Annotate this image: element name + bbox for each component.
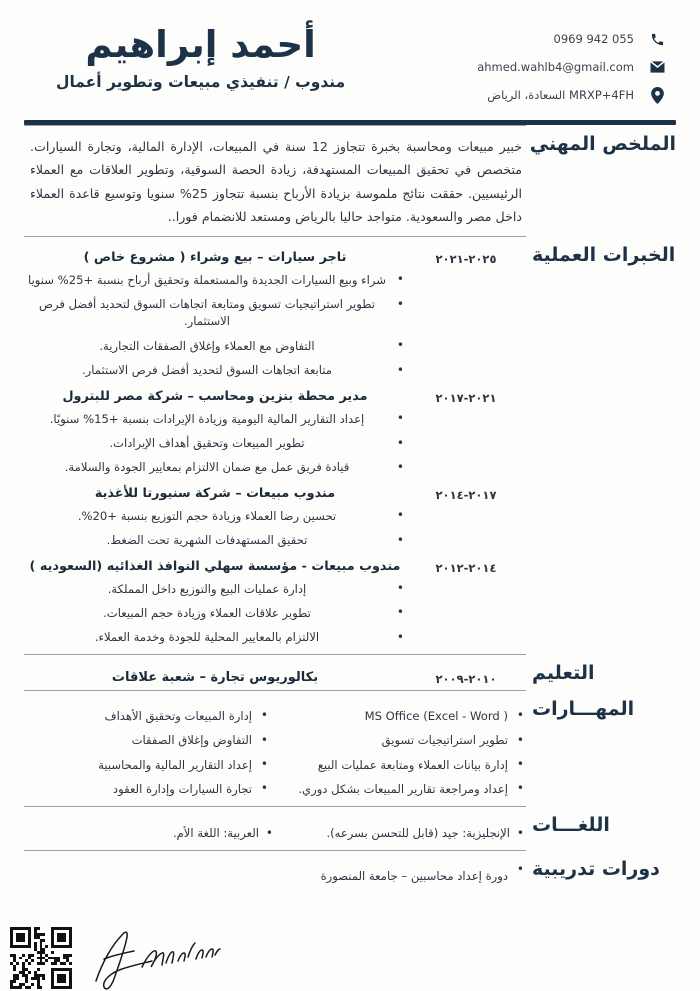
- list-item: • الالتزام بالمعايير المحلية للجودة وخدمة العملاء.: [24, 626, 406, 650]
- job-entry: [24, 389, 526, 480]
- list-item: • تطوير المبيعات وتحقيق أهداف الإيرادات.: [24, 432, 406, 456]
- section-content-training: [24, 850, 526, 893]
- education-entry: [24, 670, 526, 686]
- page-title: أحمد إبراهيم: [85, 23, 316, 66]
- list-item: • MS Office (Excel - Word ): [280, 704, 526, 728]
- list-item: • تطوير علاقات العملاء وزيادة حجم المبيعات.: [24, 601, 406, 625]
- signature: [82, 923, 222, 991]
- job-main: [24, 389, 406, 480]
- contact-row-phone[interactable]: [477, 30, 668, 48]
- list-item: • إعداد التقارير المالية اليومية وزيادة الإيرادات بنسبة +15% سنويًا.: [24, 407, 406, 431]
- languages-list-right: [24, 822, 275, 846]
- section-content-skills: [24, 690, 526, 806]
- list-item: • العربية: اللغة الأم.: [24, 822, 275, 846]
- languages-columns: [24, 814, 526, 846]
- job-entry: [24, 250, 526, 383]
- job-entry: [24, 486, 526, 553]
- section-languages: [24, 806, 676, 850]
- languages-right-column: [24, 822, 275, 846]
- list-item: • تجارة السيارات وإدارة العقود: [24, 777, 270, 801]
- contact-email-text: ahmed.wahlb4@gmail.com: [477, 60, 634, 74]
- job-title: مندوب مبيعات - مؤسسة سهلي النوافذ الغذائيه (السعوديه ): [29, 559, 401, 575]
- education-date: ٢٠١٠-٢٠٠٩: [435, 672, 497, 687]
- section-heading-summary: الملخص المهني: [529, 133, 676, 155]
- cv-footer: [0, 911, 700, 991]
- qr-code: [10, 927, 72, 989]
- cv-body: [0, 125, 700, 893]
- section-heading-training: دورات تدريبية: [532, 858, 660, 881]
- skills-list-right: [24, 704, 270, 802]
- job-title: تاجر سيارات – بيع وشراء ( مشروع خاص ): [83, 250, 347, 266]
- location-icon: [646, 86, 668, 104]
- list-item: • تطوير استراتيجيات تسويق: [280, 729, 526, 753]
- job-bullets: [24, 268, 406, 383]
- job-main: [24, 250, 406, 383]
- job-title: مندوب مبيعات – شركة سنيورتا للأغذية: [94, 486, 336, 502]
- job-date: ٢٠٢١-٢٠١٧: [435, 391, 497, 406]
- job-title-subtitle: مندوب / تنفيذي مبيعات وتطوير أعمال: [56, 73, 346, 92]
- section-education: [24, 654, 676, 690]
- list-item: • قيادة فريق عمل مع ضمان الالتزام بمعايير الجودة والسلامة.: [24, 456, 406, 480]
- section-heading-experience: الخبرات العملية: [532, 244, 676, 267]
- section-heading-skills: المهـــارات: [532, 698, 635, 721]
- contact-phone-text: 055 942 0969: [553, 32, 634, 46]
- skills-columns: [24, 698, 526, 802]
- phone-icon: [646, 30, 668, 48]
- list-item: • إعداد ومراجعة تقارير المبيعات بشكل دوري.: [280, 777, 526, 801]
- email-icon: [646, 58, 668, 76]
- qr-code-matrix: [10, 927, 72, 989]
- contact-row-location[interactable]: [477, 86, 668, 104]
- skills-left-column: [280, 704, 526, 802]
- education-degree: بكالوريوس تجارة – شعبة علاقات: [111, 670, 319, 686]
- list-item: • شراء وبيع السيارات الجديدة والمستعملة وتحقيق أرباح بنسبة +25% سنويا: [24, 268, 406, 292]
- list-item: • التفاوض مع العملاء وإغلاق الصفقات التجارية.: [24, 334, 406, 358]
- contact-block: [477, 18, 674, 114]
- list-item: • إدارة بيانات العملاء ومتابعة عمليات البيع: [280, 753, 526, 777]
- contact-location-text: MRXP+4FH السعادة، الرياض: [487, 88, 634, 102]
- list-item: • تحقيق المستهدفات الشهرية تحت الضغط.: [24, 529, 406, 553]
- languages-list-left: [275, 822, 526, 846]
- list-item: • دورة إعداد محاسبين – جامعة المنصورة: [24, 858, 526, 889]
- section-heading-education: التعليم: [532, 662, 595, 685]
- list-item: • إدارة المبيعات وتحقيق الأهداف: [24, 704, 270, 728]
- job-bullets: [24, 504, 406, 553]
- job-main: [24, 486, 406, 553]
- job-bullets: [24, 577, 406, 650]
- job-date: ٢٠١٧-٢٠١٤: [435, 488, 497, 503]
- job-bullets: [24, 407, 406, 480]
- job-title: مدير محطة بنزين ومحاسب – شركة مصر للبترول: [62, 389, 368, 405]
- training-list: [24, 858, 526, 889]
- contact-row-email[interactable]: [477, 58, 668, 76]
- list-item: • تطوير استراتيجيات تسويق ومتابعة اتجاهات السوق لتحديد أفضل فرص الاستثمار.: [24, 293, 406, 335]
- job-date: ٢٠١٤-٢٠١٢: [435, 561, 497, 576]
- list-item: • التفاوض وإغلاق الصفقات: [24, 729, 270, 753]
- list-item: • إدارة عمليات البيع والتوزيع داخل المملكة.: [24, 577, 406, 601]
- list-item: • تحسين رضا العملاء وزيادة حجم التوزيع بنسبة +20%.: [24, 504, 406, 528]
- section-summary: [24, 125, 676, 236]
- skills-right-column: [24, 704, 270, 802]
- languages-left-column: [275, 822, 526, 846]
- section-skills: [24, 690, 676, 806]
- section-content-languages: [24, 806, 526, 850]
- job-main: [24, 559, 406, 650]
- list-item: • إعداد التقارير المالية والمحاسبية: [24, 753, 270, 777]
- section-content-experience: [24, 236, 526, 654]
- section-training: [24, 850, 676, 893]
- list-item: • متابعة اتجاهات السوق لتحديد أفضل فرص الاستثمار.: [24, 359, 406, 383]
- section-experience: [24, 236, 676, 654]
- job-entry: [24, 559, 526, 650]
- section-content-education: [24, 654, 526, 690]
- identity-block: [26, 18, 345, 91]
- section-heading-languages: اللغـــات: [532, 813, 610, 836]
- cv-header: [0, 0, 700, 112]
- list-item: • الإنجليزية: جيد (قابل للتحسن بسرعه).: [275, 822, 526, 846]
- section-content-summary: [24, 125, 526, 236]
- skills-list-left: [280, 704, 526, 802]
- summary-text: خبير مبيعات ومحاسبة بخبرة تتجاوز 12 سنة في المبيعات، الإدارة المالية، وتجارة السيارات. متخصص في تحقيق المبيعات المستهدفة، زيادة الحصة السوقية، وتطوير العلاقات مع العملاء الرئيسيين. حققت نتائج ملموسة بزيادة الأرباح بنسبة تتجاوز 25% سنويا وتوسيع قاعدة العملاء داخل مصر والسعودية. متواجد حاليا بالرياض ومستعد للانضمام فورا..: [30, 139, 522, 224]
- job-date: ٢٠٢٥-٢٠٢١: [435, 252, 497, 267]
- site-watermark: [496, 933, 686, 985]
